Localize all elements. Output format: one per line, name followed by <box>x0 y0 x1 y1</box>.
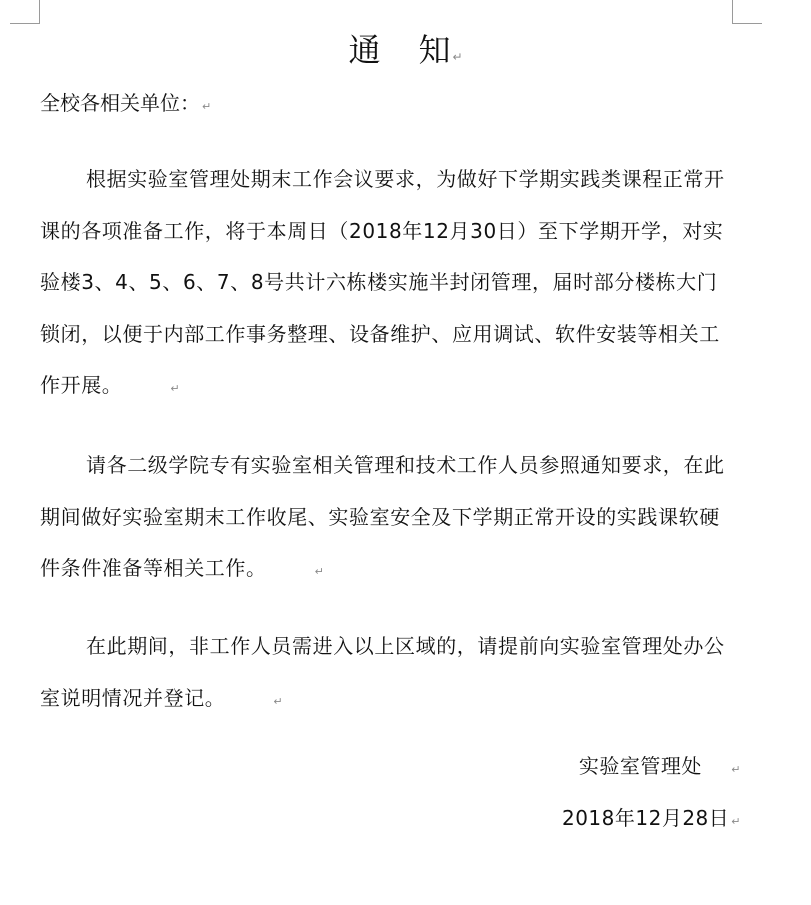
paragraph-mark-icon: ↵ <box>731 763 741 776</box>
paragraph-text: 在此期间，非工作人员需进入以上区域的，请提前向实验室管理处办公室说明情况并登记。 <box>40 634 725 710</box>
body-paragraph-2 <box>40 440 732 595</box>
issue-date <box>562 804 741 832</box>
notice-title <box>0 28 811 72</box>
top-right-crop-mark <box>732 0 762 24</box>
date-text: 2018年12月28日 <box>561 806 730 830</box>
body-paragraph-3 <box>40 621 732 724</box>
body-paragraph-1 <box>40 154 732 412</box>
paragraph-mark-icon: ↵ <box>452 50 463 64</box>
paragraph-text: 根据实验室管理处期末工作会议要求，为做好下学期实践类课程正常开课的各项准备工作，将于本周日（2018年12月30日）至下学期开学，对实验楼3、4、5、6、7、8号共计六栋楼实施半封闭管理，届时部分楼栋大门锁闭，以便于内部工作事务整理、设备维护、应用调试、软件安装等相关工作开展。 <box>40 167 725 397</box>
paragraph-mark-icon: ↵ <box>202 100 212 113</box>
paragraph-mark-icon: ↵ <box>273 694 284 708</box>
salutation-text: 全校各相关单位： <box>40 91 200 115</box>
paragraph-mark-icon: ↵ <box>314 565 325 578</box>
top-left-crop-mark <box>10 0 40 24</box>
salutation <box>40 90 211 116</box>
paragraph-mark-icon: ↵ <box>731 815 741 828</box>
title-char-2: 知 <box>418 31 451 69</box>
paragraph-text: 请各二级学院专有实验室相关管理和技术工作人员参照通知要求，在此期间做好实验室期末工作收尾、实验室安全及下学期正常开设的实践课软硬件条件准备等相关工作。 <box>40 453 725 580</box>
paragraph-mark-icon: ↵ <box>170 382 181 395</box>
title-char-1: 通 <box>348 31 381 69</box>
signature-text: 实验室管理处 <box>578 754 702 778</box>
signature <box>579 752 741 780</box>
